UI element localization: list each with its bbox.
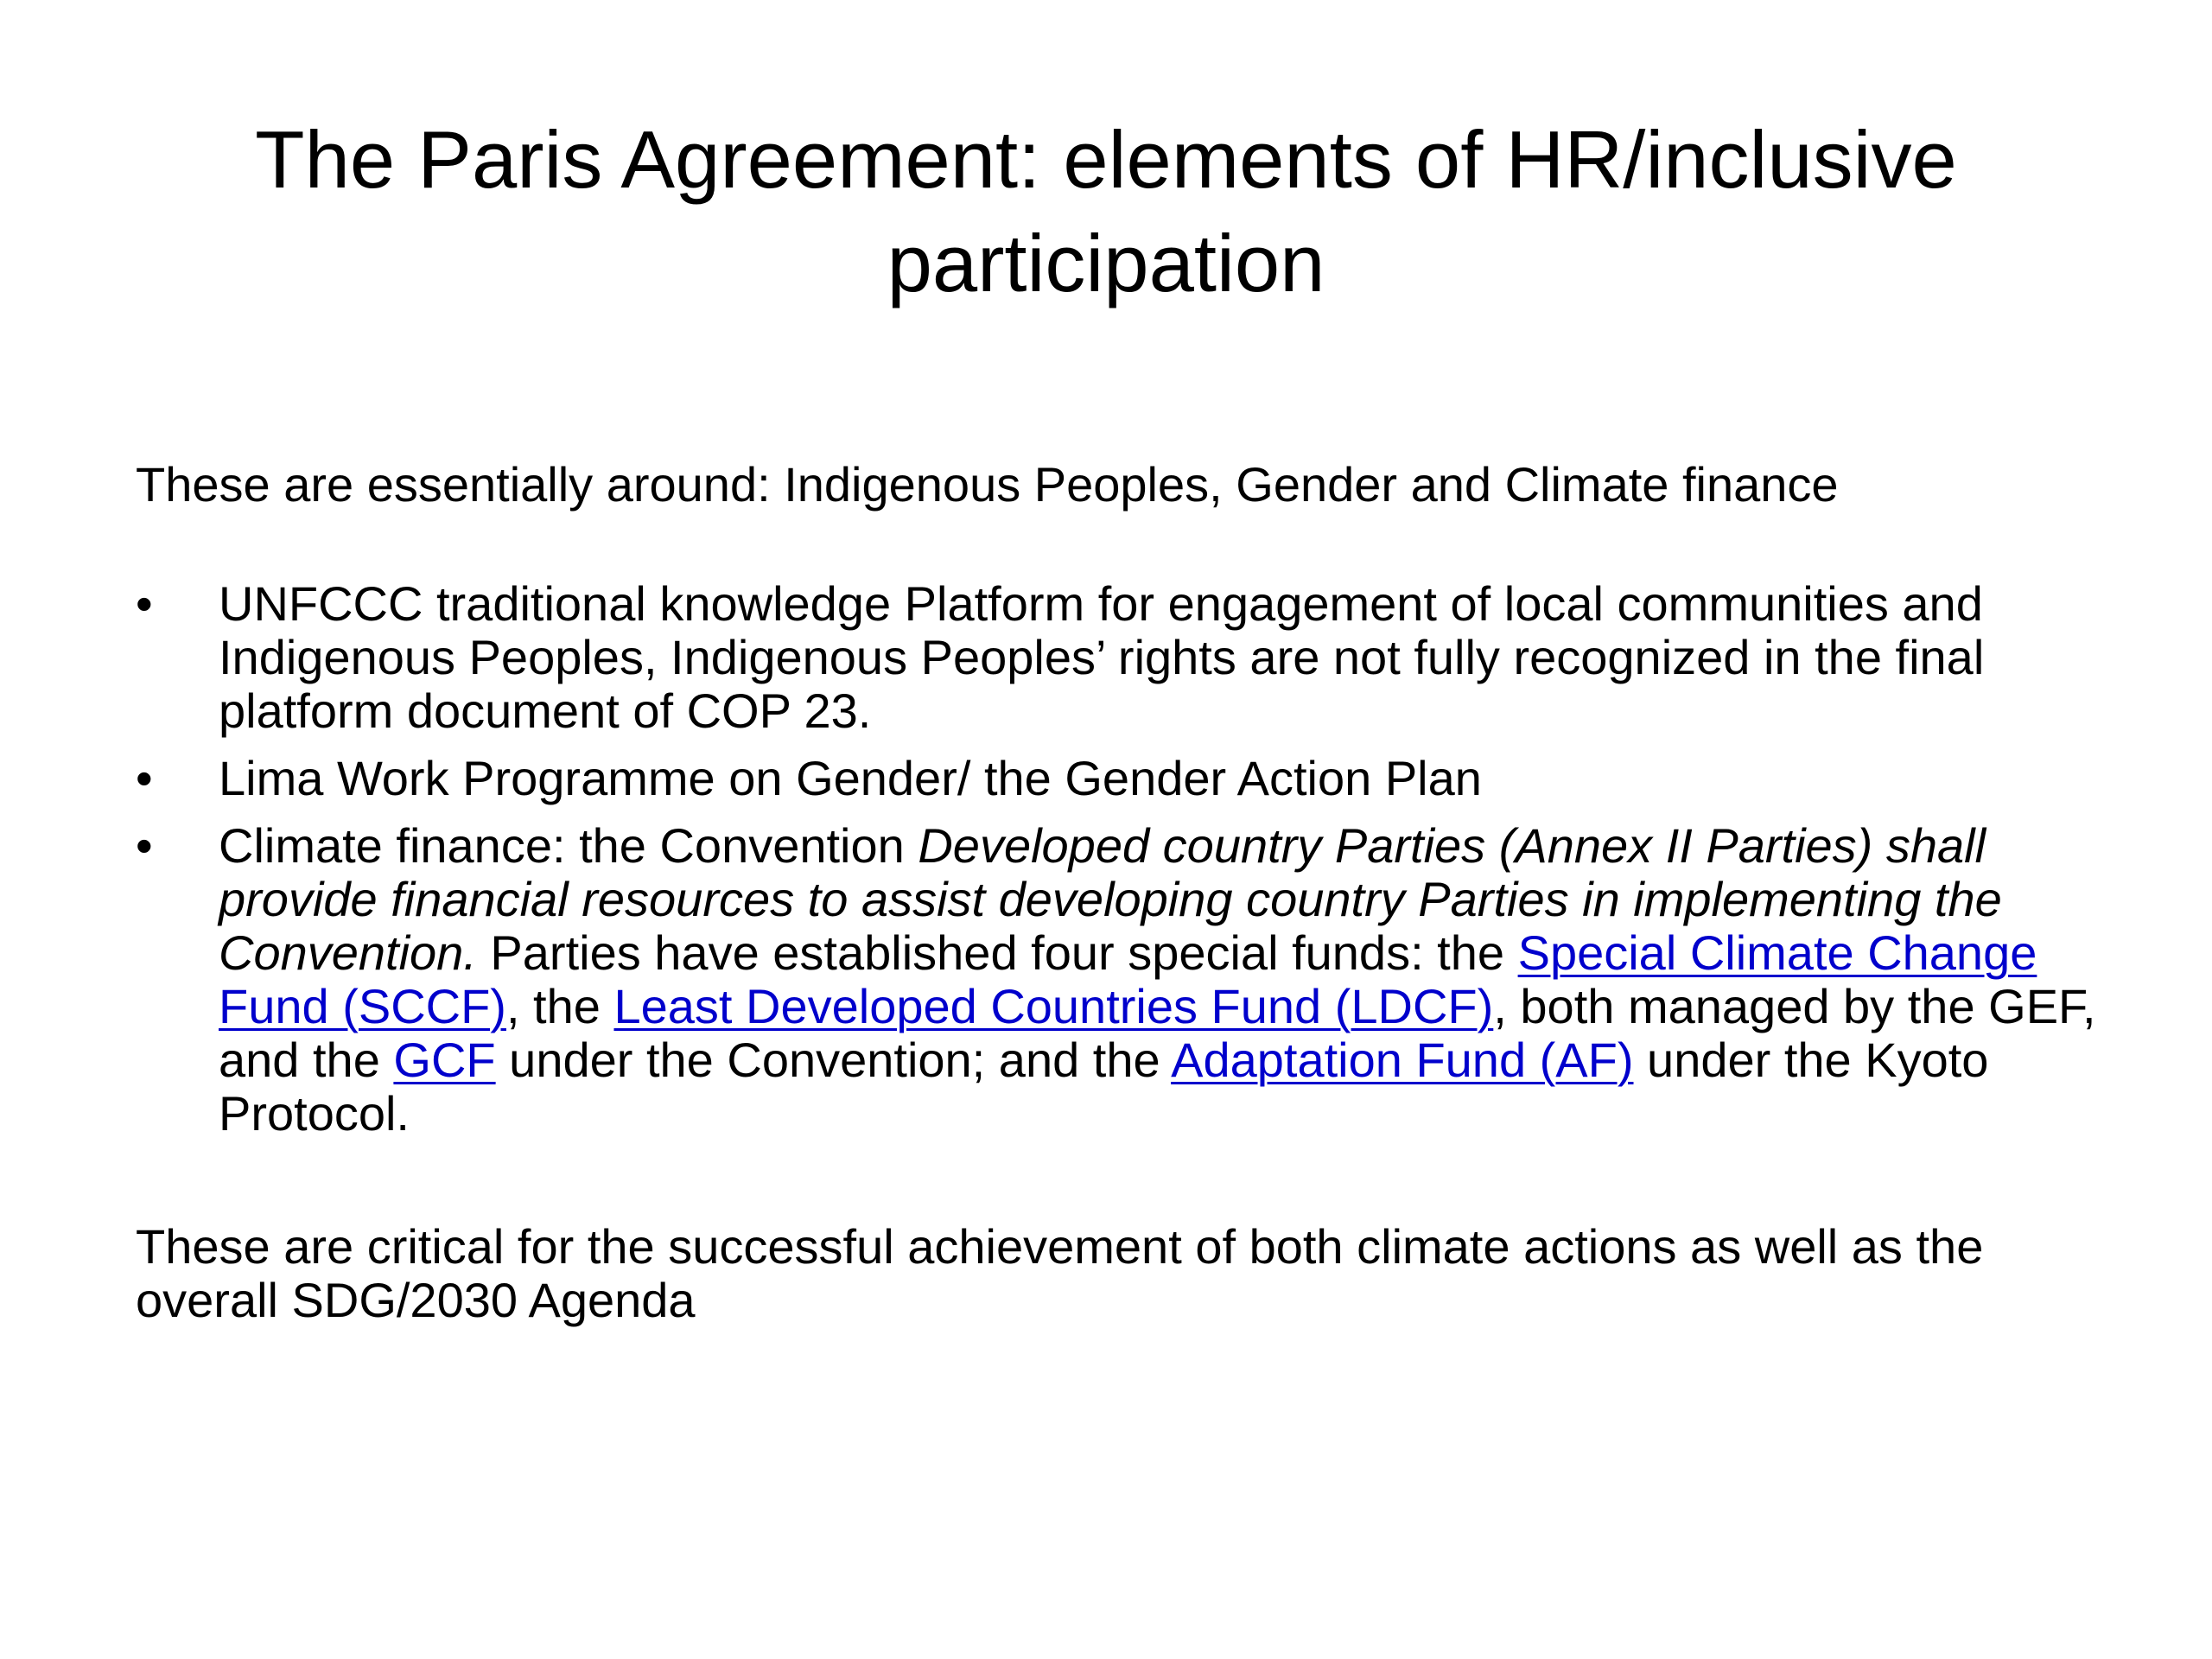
slide-title-line-1: The Paris Agreement: elements of HR/inclusive bbox=[255, 114, 1957, 205]
bullet-item-traditional-knowledge bbox=[136, 577, 2114, 738]
slide-body bbox=[136, 458, 2114, 1327]
bullet-text-part: under the Convention; and the bbox=[495, 1033, 1172, 1087]
link-adaptation-fund[interactable]: Adaptation Fund (AF) bbox=[1171, 1033, 1634, 1087]
link-sccf[interactable]: Special Climate Change Fund (SCCF) bbox=[219, 925, 2037, 1033]
bullet-text-part: , the bbox=[505, 979, 614, 1033]
bullet-icon: • bbox=[136, 751, 153, 805]
closing-text: These are critical for the successful achievement of both climate actions as well as the overall SDG/2030 Agenda bbox=[136, 1219, 1984, 1327]
link-ldcf[interactable]: Least Developed Countries Fund (LDCF) bbox=[613, 979, 1494, 1033]
bullet-item-gender bbox=[136, 752, 2114, 805]
intro-text: These are essentially around: Indigenous Peoples, Gender and Climate finance bbox=[136, 457, 1839, 512]
bullet-text: UNFCCC traditional knowledge Platform for engagement of local communities and Indigenous Peoples, Indigenous Peoples’ rights are not fully recognized in the final platform document of COP 23. bbox=[219, 576, 1985, 738]
bullet-list bbox=[136, 577, 2114, 1141]
bullet-icon: • bbox=[136, 576, 153, 631]
bullet-text-part: under the Kyoto Protocol. bbox=[219, 1033, 1989, 1141]
bullet-text-part: Parties have established four special funds: the bbox=[476, 925, 1518, 980]
bullet-text-lead: Climate finance: the Convention bbox=[219, 818, 918, 873]
slide-title-line-2: participation bbox=[887, 218, 1325, 308]
link-gcf[interactable]: GCF bbox=[393, 1033, 496, 1087]
bullet-text: Lima Work Programme on Gender/ the Gender Action Plan bbox=[219, 751, 1482, 805]
convention-quote: Developed country Parties (Annex II Parties) shall provide financial resources to assist developing country Parties in implementing the Convention. bbox=[219, 818, 2002, 980]
bullet-icon: • bbox=[136, 818, 153, 873]
slide-title bbox=[138, 108, 2074, 315]
bullet-text-part: , both managed by the GEF, and the bbox=[219, 979, 2096, 1087]
bullet-item-climate-finance bbox=[136, 819, 2114, 1141]
